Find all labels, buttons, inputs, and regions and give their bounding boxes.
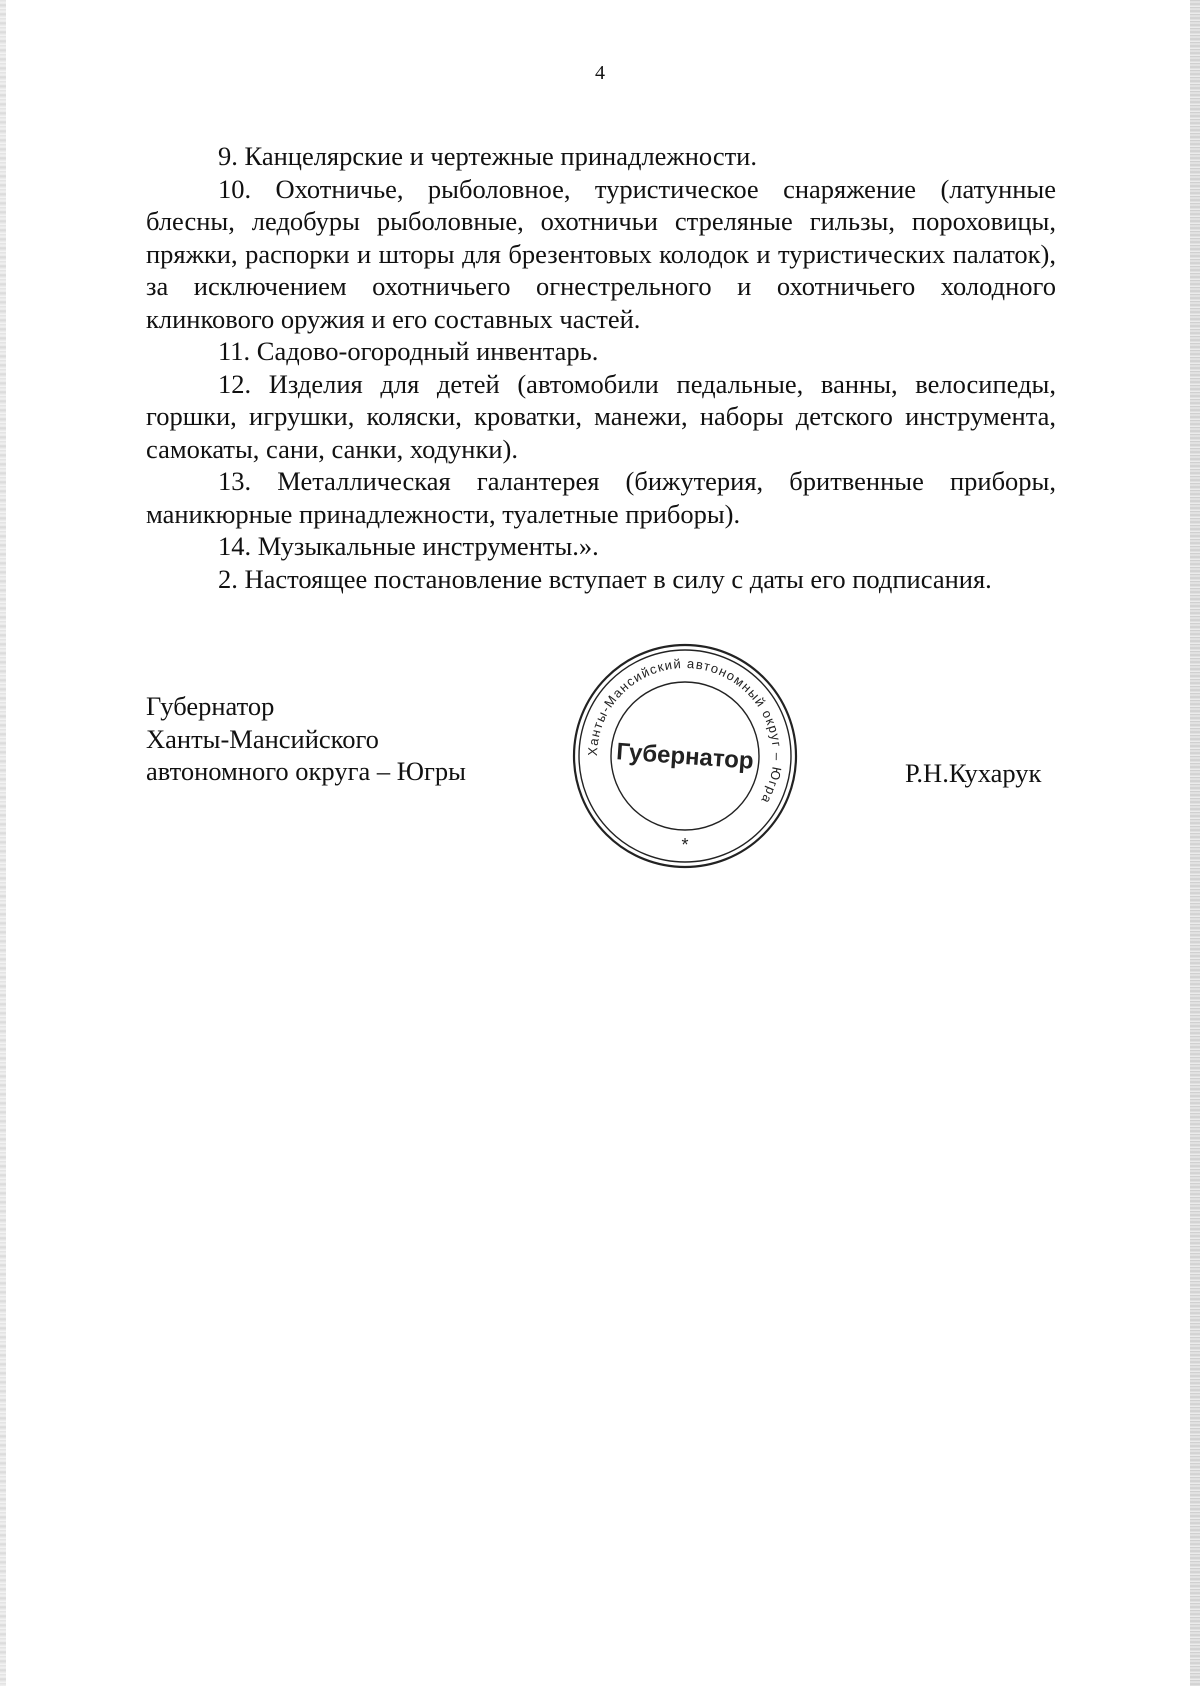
paragraph-item-10: 10. Охотничье, рыболовное, туристическое снаряжение (латунные блесны, ледобуры рыболовные, охотничьи стреляные гильзы, пороховицы, пряжки, распорки и шторы для брезентовых колодок и туристических палаток), за исключением охотничьего огнестрельного и охотничьего холодного клинкового оружия и его составных частей. — [146, 173, 1056, 334]
scan-edge-left — [0, 0, 6, 1686]
signatory-title-line: Ханты-Мансийского — [146, 723, 379, 754]
signatory-title-line: автономного округа – Югры — [146, 756, 466, 786]
paragraph-item-9: 9. Канцелярские и чертежные принадлежности. — [218, 141, 757, 171]
page-number: 4 — [595, 62, 605, 84]
signatory-name: Р.Н.Кухарук — [905, 758, 1042, 788]
signatory-title — [146, 690, 466, 788]
seal-star: * — [681, 835, 689, 855]
paragraph-item-13: 13. Металлическая галантерея (бижутерия, бритвенные приборы, маникюрные принадлежности, туалетные приборы). — [146, 466, 1056, 529]
seal-ring-text: Ханты-Мансийский автономный округ – Югра — [584, 655, 786, 807]
document-body — [146, 140, 1056, 595]
paragraph-effective-date: 2. Настоящее постановление вступает в силу с даты его подписания. — [218, 563, 992, 594]
paragraph-item-11: 11. Садово-огородный инвентарь. — [218, 336, 599, 366]
paragraph-item-14: 14. Музыкальные инструменты.». — [218, 531, 599, 561]
paragraph-item-12: 12. Изделия для детей (автомобили педальные, ванны, велосипеды, горшки, игрушки, коляски, кроватки, манежи, наборы детского инструмента, самокаты, сани, санки, ходунки). — [146, 368, 1056, 464]
scan-edge-right — [1190, 0, 1200, 1686]
signatory-title-line: Губернатор — [146, 691, 275, 721]
official-seal — [572, 643, 798, 869]
seal-center-text: Губернатор — [615, 738, 755, 775]
